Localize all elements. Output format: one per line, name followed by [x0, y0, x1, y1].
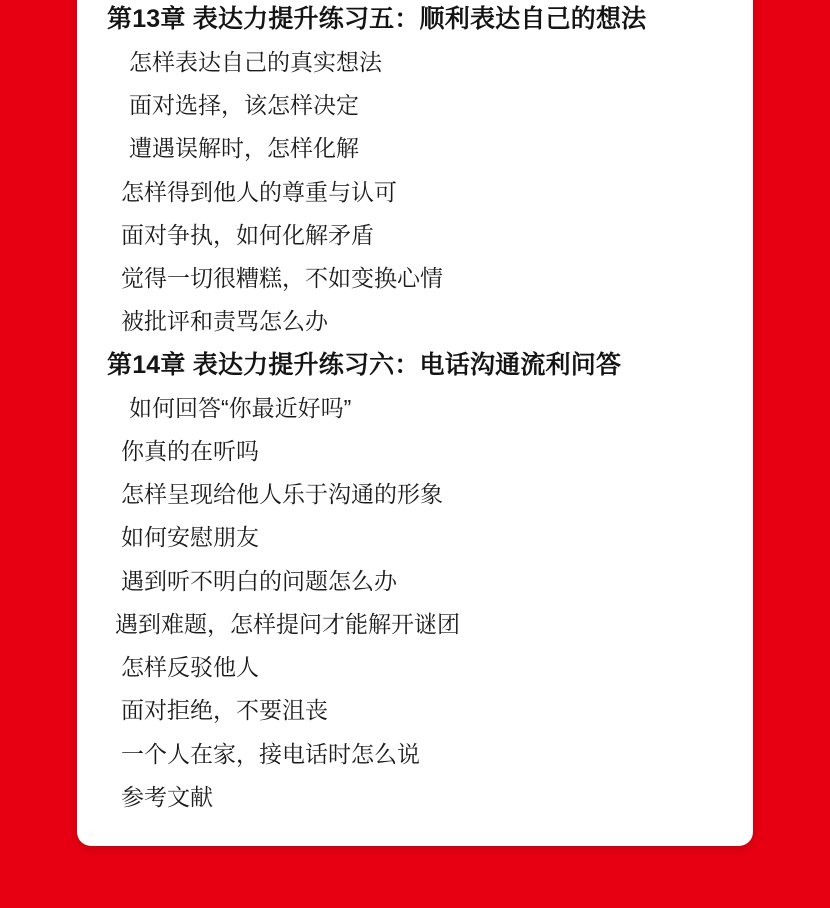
toc-section-entry[interactable]: 遇到难题，怎样提问才能解开谜团 [115, 610, 460, 637]
toc-section-entry[interactable]: 面对选择，该怎样决定 [129, 92, 359, 119]
toc-section-entry[interactable]: 遭遇误解时，怎样化解 [129, 135, 359, 162]
toc-section-entry[interactable]: 怎样呈现给他人乐于沟通的形象 [121, 481, 443, 508]
toc-section-entry[interactable]: 参考文献 [121, 783, 213, 810]
toc-section-entry[interactable]: 面对拒绝，不要沮丧 [121, 697, 328, 724]
toc-section-entry[interactable]: 面对争执，如何化解矛盾 [121, 221, 374, 248]
toc-card [77, 0, 753, 846]
toc-section-entry[interactable]: 觉得一切很糟糕，不如变换心情 [121, 265, 443, 292]
toc-section-entry[interactable]: 怎样反驳他人 [121, 654, 259, 681]
table-of-contents [77, 0, 753, 829]
toc-section-entry[interactable]: 如何安慰朋友 [121, 524, 259, 551]
toc-section-entry[interactable]: 如何回答“你最近好吗” [129, 394, 352, 421]
toc-section-entry[interactable]: 被批评和责骂怎么办 [121, 308, 328, 335]
toc-chapter-entry[interactable]: 第14章 表达力提升练习六：电话沟通流利问答 [107, 350, 622, 379]
toc-chapter-entry[interactable]: 第13章 表达力提升练习五：顺利表达自己的想法 [107, 5, 647, 33]
toc-section-entry[interactable]: 遇到听不明白的问题怎么办 [121, 567, 397, 594]
toc-section-entry[interactable]: 一个人在家，接电话时怎么说 [121, 740, 420, 767]
toc-section-entry[interactable]: 怎样得到他人的尊重与认可 [121, 178, 397, 205]
toc-section-entry[interactable]: 怎样表达自己的真实想法 [129, 49, 382, 75]
toc-section-entry[interactable]: 你真的在听吗 [121, 437, 259, 464]
